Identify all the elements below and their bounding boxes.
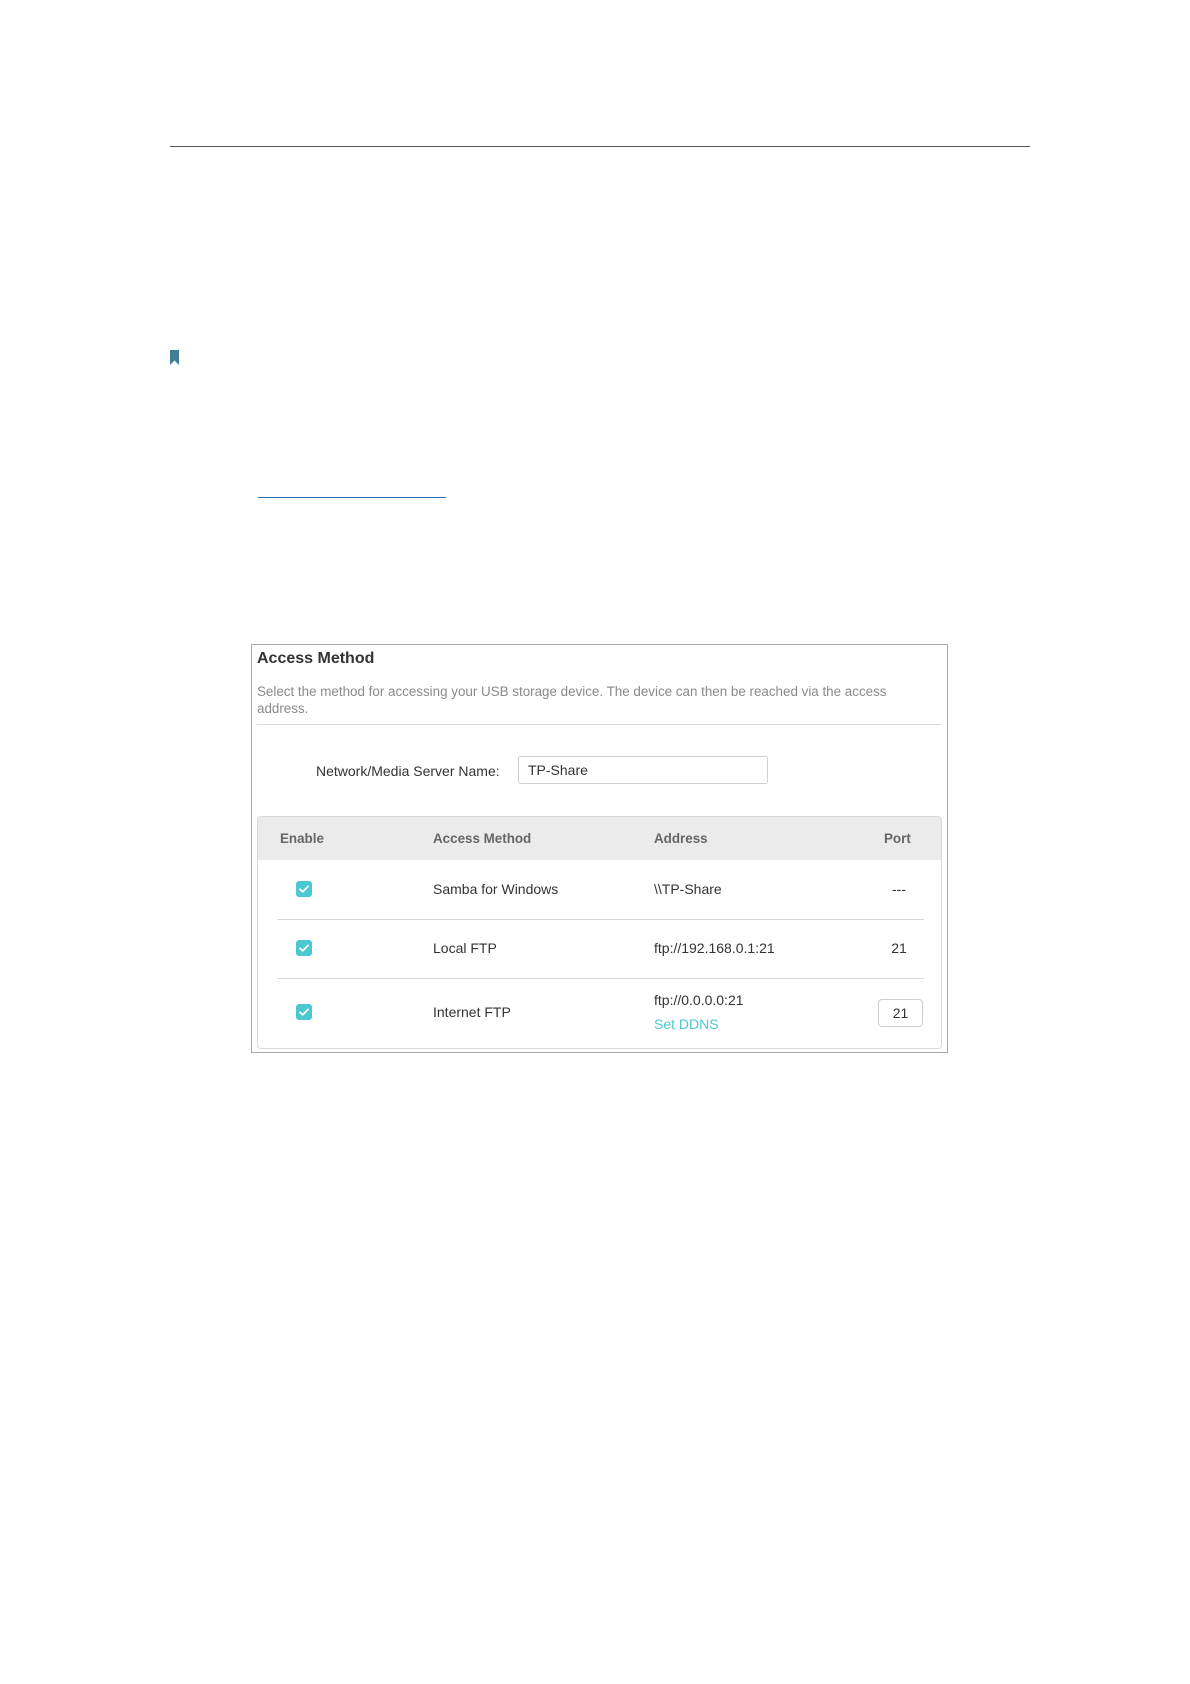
enable-checkbox-local-ftp[interactable]	[296, 940, 312, 956]
address-cell: ftp://192.168.0.1:21	[654, 940, 775, 956]
access-method-panel	[251, 644, 948, 1053]
internet-ftp-port-input[interactable]	[878, 999, 923, 1027]
port-cell: 21	[891, 940, 907, 956]
header-access-method: Access Method	[433, 831, 532, 846]
server-name-label: Network/Media Server Name:	[316, 763, 500, 779]
access-method-table	[257, 816, 942, 1049]
table-row	[258, 979, 941, 1049]
enable-checkbox-internet-ftp[interactable]	[296, 1004, 312, 1020]
table-row	[258, 860, 941, 919]
address-cell: \\TP-Share	[654, 881, 722, 897]
server-name-input[interactable]	[518, 756, 768, 784]
header-address: Address	[654, 831, 708, 846]
address-cell: ftp://0.0.0.0:21	[654, 992, 744, 1008]
header-port: Port	[884, 831, 911, 846]
panel-description: Select the method for accessing your USB storage device. The device can then be reached via the access address.	[257, 684, 887, 716]
set-ddns-link[interactable]: Set DDNS	[654, 1016, 719, 1032]
bookmark-icon	[170, 350, 179, 365]
check-icon	[296, 940, 312, 956]
table-row	[258, 920, 941, 978]
check-icon	[296, 1004, 312, 1020]
link-underline	[258, 497, 446, 498]
panel-divider	[257, 724, 941, 725]
method-cell: Samba for Windows	[433, 881, 559, 897]
panel-title: Access Method	[257, 650, 375, 667]
check-icon	[296, 881, 312, 897]
method-cell: Local FTP	[433, 940, 497, 956]
method-cell: Internet FTP	[433, 1004, 511, 1020]
table-header	[258, 817, 941, 860]
header-enable: Enable	[280, 831, 324, 846]
port-cell: ---	[892, 881, 906, 897]
header-rule	[170, 146, 1030, 147]
enable-checkbox-samba[interactable]	[296, 881, 312, 897]
